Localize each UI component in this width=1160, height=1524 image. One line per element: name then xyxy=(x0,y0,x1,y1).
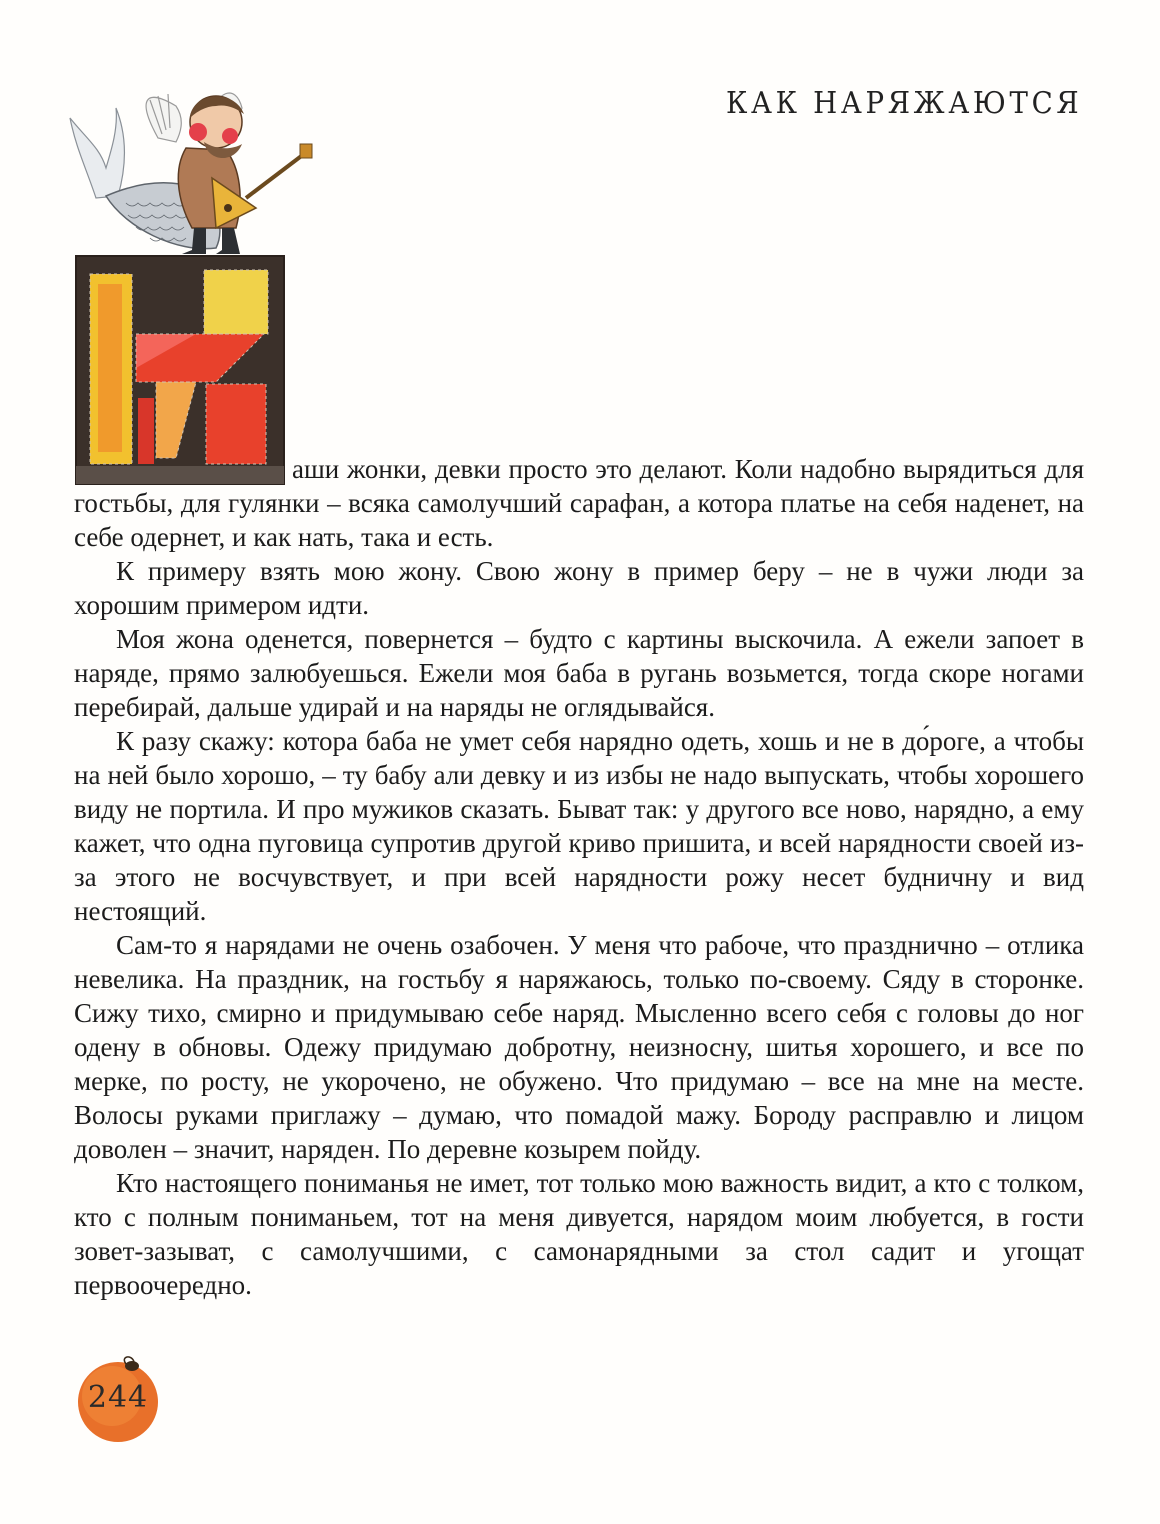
paragraph-1 xyxy=(74,452,1084,554)
paragraph-6: Кто настоящего пониманья не имет, тот только мою важность видит, а кто с толком, кто с полным пониманьем, тот на меня дивуется, нарядом моим любуется, в гости зовет-зазыват, с самолучшими, с самонарядными за стол садит и угощат первоочередно. xyxy=(74,1168,1084,1300)
chapter-title: КАК НАРЯЖАЮТСЯ xyxy=(725,86,1082,121)
paragraph-4: К разу скажу: котора баба не умет себя нарядно одеть, хошь и не в до́роге, а чтобы на ней было хорошо, – ту бабу али девку и из избы не надо выпускать, чтобы хорошего виду не портила. И про мужиков сказать. Быват так: у другого все ново, нарядно, а ему кажет, что одна пуговица супротив другой криво пришита, и всей нарядности своей из-за этого не восчувствует, и при всей нарядности рожу несет будничну и вид нестоящий. xyxy=(74,726,1084,926)
dropcap-illustration xyxy=(66,78,320,488)
body-text xyxy=(74,452,1084,1302)
paragraph-1-text: аши жонки, девки просто это делают. Коли надобно вырядиться для гостьбы, для гулянки – всяка самолучший сарафан, а котора платье на себя наденет, на себе одернет, и как нать, така и есть. xyxy=(74,454,1084,552)
dropcap-spacer xyxy=(74,452,292,482)
paragraph-5: Сам-то я нарядами не очень озабочен. У меня что рабоче, что празднично – отлика невелика. На праздник, на гостьбу я наряжаюсь, только по-своему. Сяду в сторонке. Сижу тихо, смирно и придумываю себе наряд. Мысленно всего себя с головы до ног одену в обновы. Одежу придумаю добротну, неизносну, шитья хорошего, и все по мерке, по росту, не укорочено, не обужено. Что придумаю – все на мне на месте. Волосы руками приглажу – думаю, что помадой мажу. Бороду расправлю и лицом доволен – значит, наряден. По деревне козырем пойду. xyxy=(74,930,1084,1164)
paragraph-3: Моя жона оденется, повернется – будто с картины выскочила. А ежели запоет в наряде, прямо залюбуешься. Ежели моя баба в ругань возьмется, тогда скоре ногами перебирай, дальше удирай и на наряды не оглядывайся. xyxy=(74,624,1084,722)
patchwork-dropcap-icon xyxy=(76,256,284,484)
page-number: 244 xyxy=(87,1380,149,1415)
paragraph-2: К примеру взять мою жону. Свою жону в пример беру – не в чужи люди за хорошим примером идти. xyxy=(74,556,1084,620)
